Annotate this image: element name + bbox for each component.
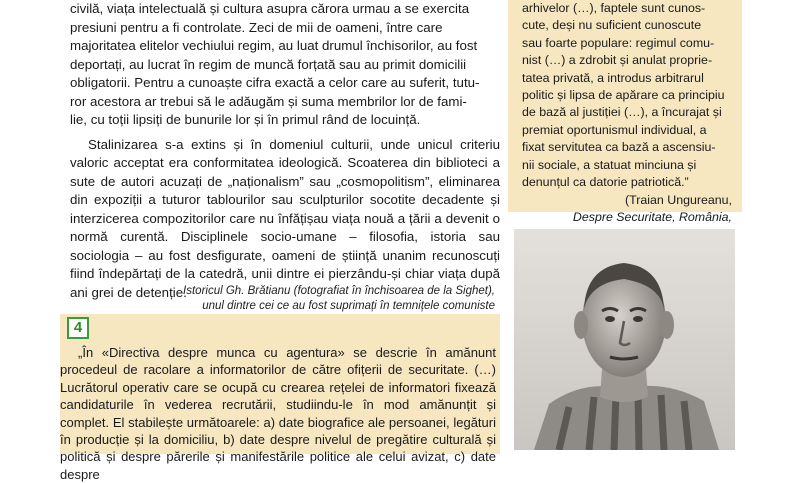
- photo-caption: Istoricul Gh. Brătianu (fotografiat în închisoarea de la Sighet), unul dintre cei ce au fost suprimați în temnițele comuniste: [183, 285, 495, 312]
- document-box: [60, 314, 500, 482]
- portrait-illustration: [514, 229, 735, 450]
- paragraph-1: civilă, viața intelectuală și cultura asupra cărora urmau a se exercita presiuni pentru a fi controlate. Zeci de mii de oameni, între care majoritatea elitelor vechiului regim, au luat drumul închisorilor, au fost deportați, au lucrat în regim de muncă forțată sau au primit domicilii obligatorii. Pentru a cunoaște cifra exactă a celor care au suferit, tutu- ror acestora ar trebui să le adăugăm și suma membrilor lor de fami- lie, cu toții lipsiți de bunurile lor și în primul rând de locuință.: [70, 1, 480, 127]
- paragraph-2: Stalinizarea s-a extins și în domeniul culturii, unde unicul criteriu valoric acceptat era conformitatea ideologică. Scoaterea din biblioteci a sute de autori acuzați de „naționalism” sau „cosmopolitism”, eliminarea din expoziții a tuturor tablourilor sau sculpturilor socotite decadente și interzicerea compozitorilor care nu înfățișau viața nouă a țării a devenit o normă curentă. Disciplinele socio-umane – filosofia, istoria sau sociologia – au fost desfigurate, oameni de știință unanim recunoscuți fiind îndepărtați de la catedră, unii dintre ei pierzându-și chiar viața după ani grei de detenție.: [70, 136, 500, 300]
- quote-body: arhivelor (…), faptele sunt cunos- cute, deși nu suficient cunoscute sau foarte populare: regimul comu- nist (…) a zdrobit și anulat proprie- tatea privată, a introdus arbitrarul politic și lipsa de apărare ca principiu de bază al justiției (…), a încurajat și premiat oportunismul individual, a fixat servitutea ca bază a ascensiu- nii sociale, a statuat minciuna și denunțul ca datorie patriotică.”: [522, 1, 725, 190]
- document-text: „În «Directiva despre munca cu agentura» se descrie în amănunt procedeul de racolare a informatorilor de către ofițerii de securitate. (…) Lucrătorul operativ care se ocupă cu crearea rețelei de informatori fixează candidaturile în vederea recrutării, studiindu-le în mod amănunțit și complet. El stabilește următoarele: a) date biografice ale persoanei, legături în producție și la domiciliu, b) date despre nivelul de pregătire culturală și politică și despre părerile și manifestările politice ale celui avizat, c) date despre: [60, 345, 496, 482]
- document-number-badge: 4: [67, 317, 89, 339]
- main-text-column: [70, 0, 500, 302]
- quote-source: (Traian Ungureanu, Despre Securitate, România,: [572, 193, 732, 225]
- portrait-photo: [514, 229, 735, 450]
- quote-box: [508, 0, 742, 225]
